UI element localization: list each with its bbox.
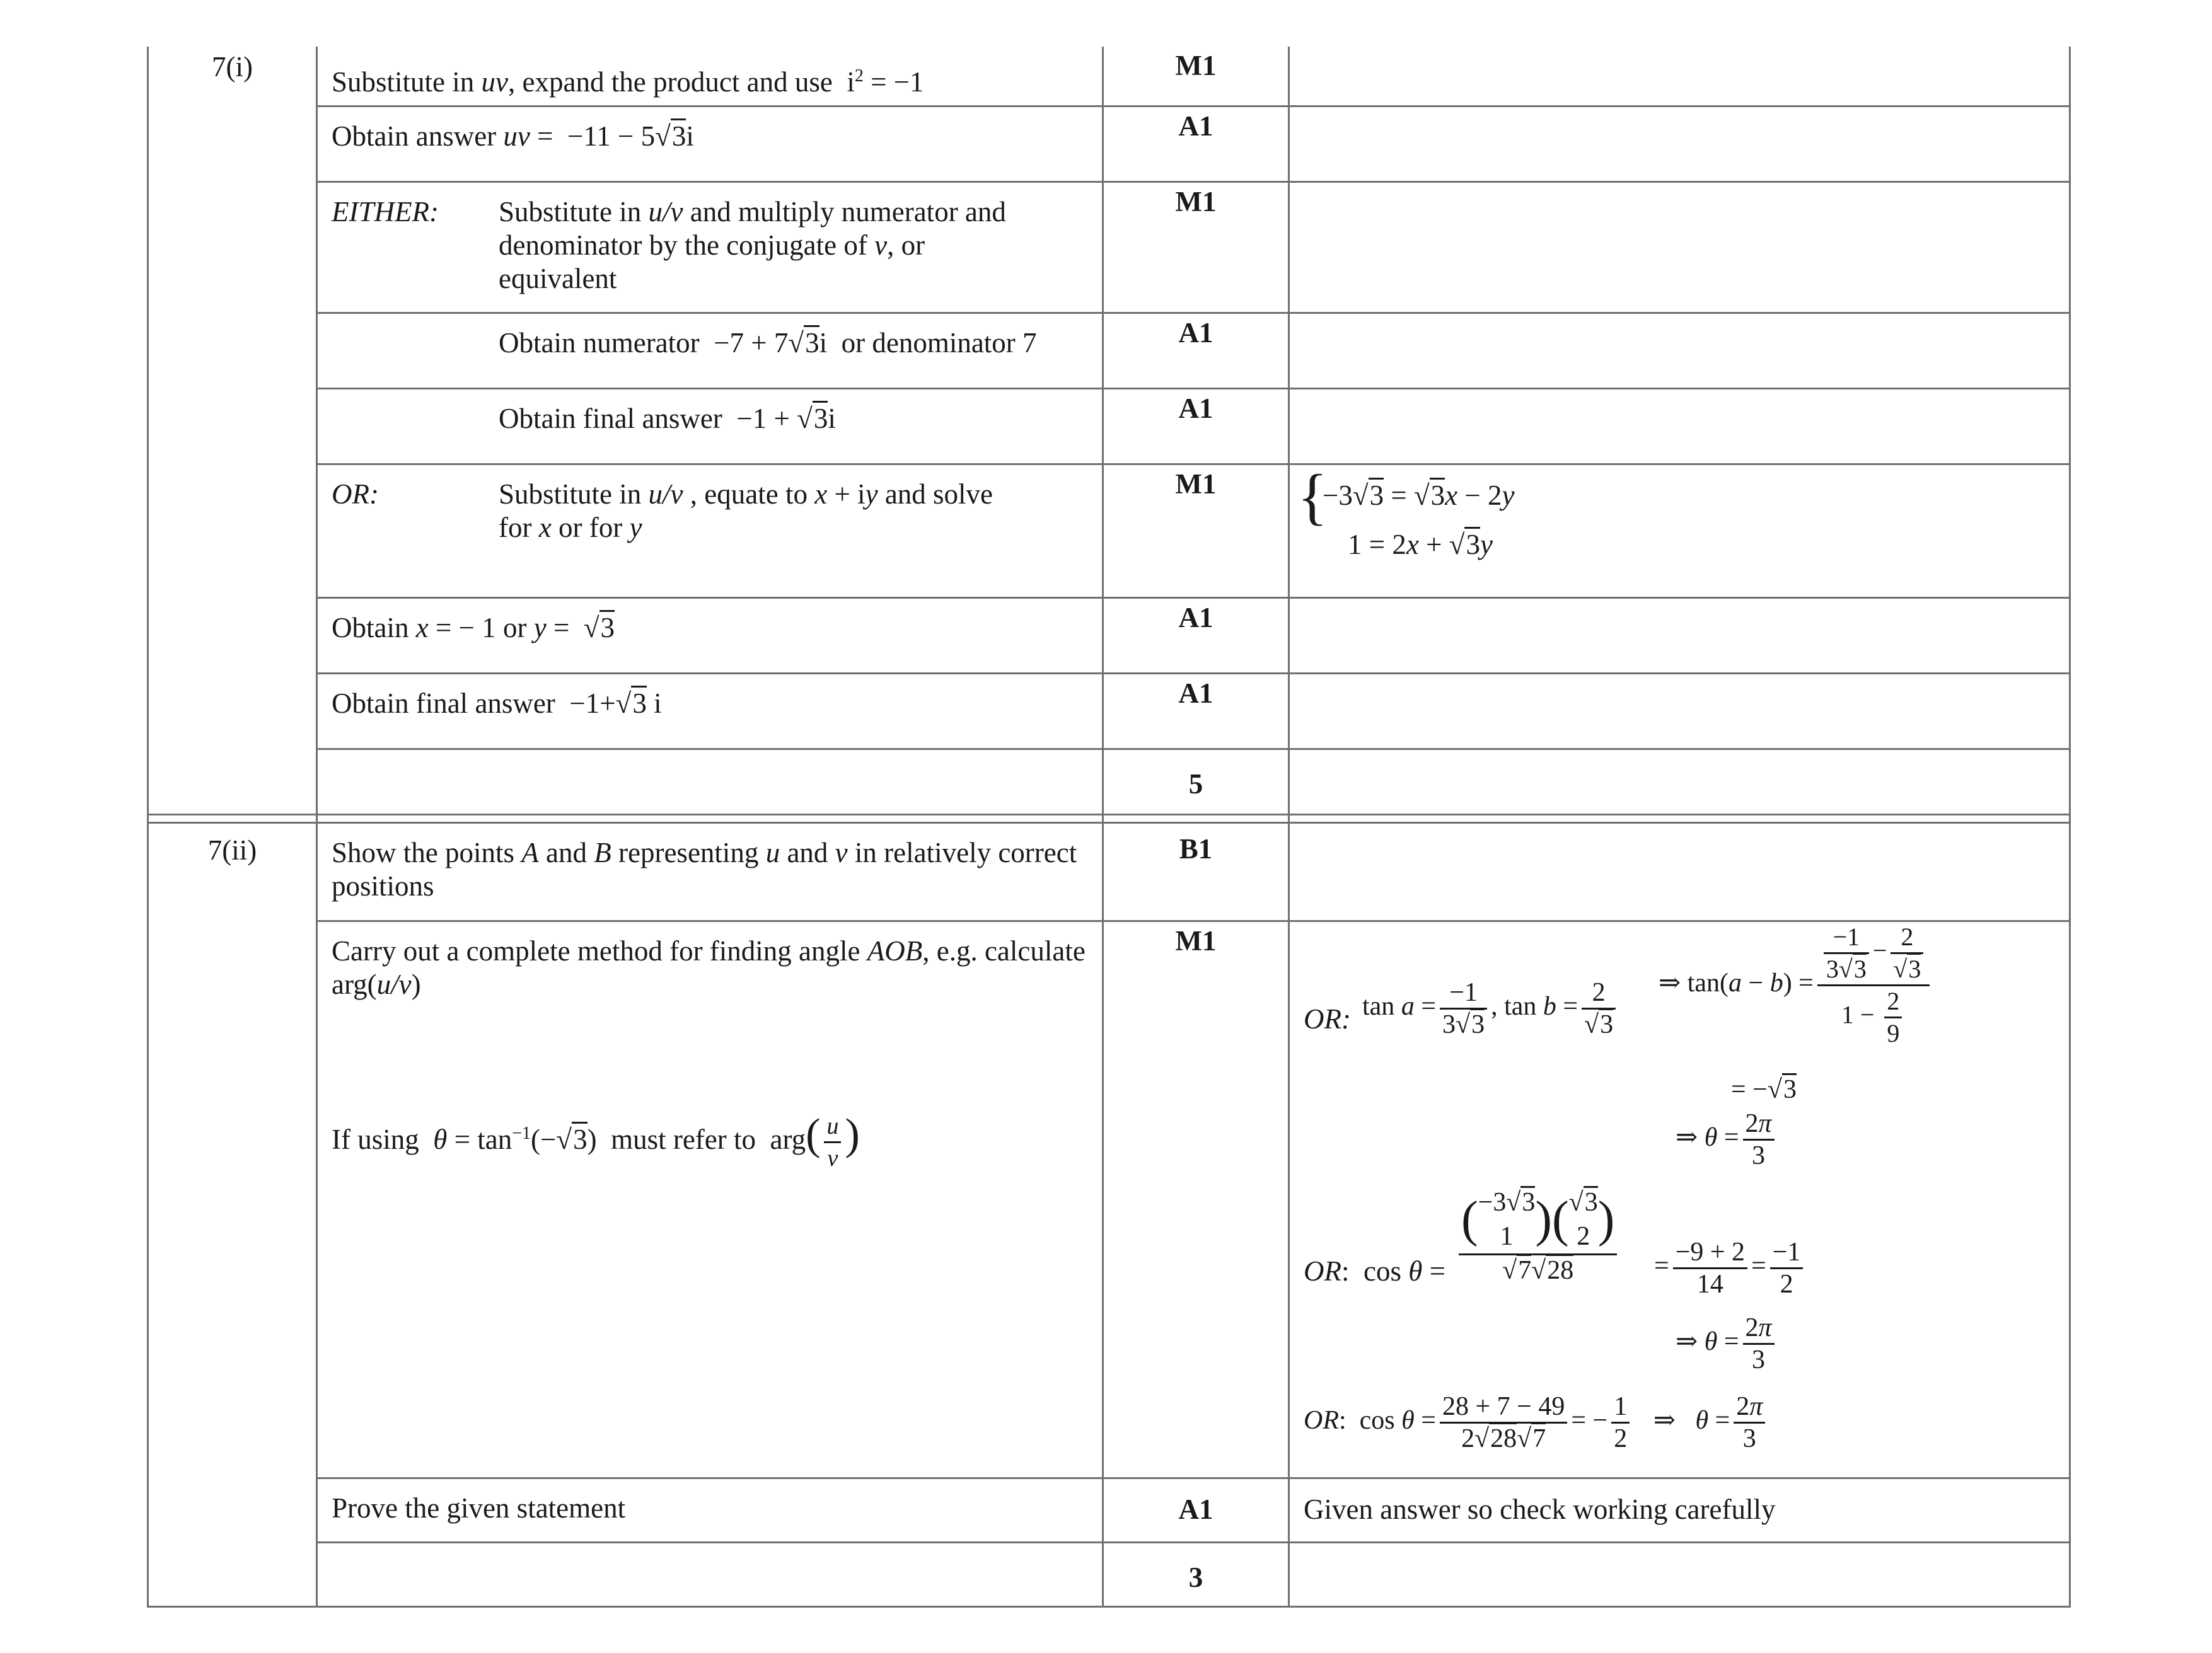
- scheme-step: [317, 1543, 1103, 1607]
- scheme-step: Prove the given statement: [317, 1478, 1103, 1543]
- mark-scheme-table: [147, 47, 2071, 1608]
- guidance-cell: [1289, 313, 2070, 389]
- guidance-cell: [1289, 598, 2070, 674]
- tan-inverse-note: If using $\theta = \tan^{-1}(-√3)$ must refer to arg( $\frac{u}{v}$ ): [332, 1110, 860, 1172]
- neg-root3-result: = −√3: [1731, 1073, 1797, 1107]
- mark: A1: [1103, 389, 1289, 464]
- scheme-step: Carry out a complete method for finding angle AOB, e.g. calculate arg(u/v) If using $\theta = \tan^{-1}(-√3)$ must refer to arg( $\frac{u}{v}$ ): [317, 921, 1103, 1478]
- scheme-step: Obtain final answer −1+√3 i: [317, 674, 1103, 749]
- guidance-cell: [1289, 823, 2070, 921]
- guidance-cell: { −3√3 = √3x − 2y 1 = 2x + √3y: [1289, 464, 2070, 598]
- guidance-cell: [1289, 389, 2070, 464]
- guidance-cell: [1289, 107, 2070, 182]
- total-mark: 5: [1103, 749, 1289, 815]
- mark: M1: [1103, 921, 1289, 1478]
- mark: A1: [1103, 107, 1289, 182]
- tan-working: tan a = $\frac{-1}{3√3}$ , tan b = $\frac{2}{√3}$: [1362, 977, 1619, 1040]
- scheme-step: Obtain answer uv = −11 − 5√3i: [317, 107, 1103, 182]
- scheme-step: Substitute in uv, expand the product and use $i^2 = -1$: [317, 47, 1103, 107]
- guidance-cell: [1289, 47, 2070, 107]
- scheme-step: OR: Substitute in u/v , equate to x + iy and solve for x or for y: [317, 464, 1103, 598]
- scheme-step: Obtain x = − 1 or y = √3: [317, 598, 1103, 674]
- mark: M1: [1103, 47, 1289, 107]
- cosine-rule-working: OR: cos θ = $\frac{28 + 7 - 49}{2√28√7}$ = − $\frac{1}{2}$ ⇒ θ = $\frac{2\pi}{3}$: [1304, 1391, 1769, 1454]
- theta-result-2: ⇒ θ = $\frac{2\pi}{3}$: [1676, 1313, 1778, 1375]
- mark: A1: [1103, 598, 1289, 674]
- mark: B1: [1103, 823, 1289, 921]
- total-mark: 3: [1103, 1543, 1289, 1607]
- question-number: 7(i): [148, 47, 317, 815]
- simultaneous-eq-2: 1 = 2x + √3y: [1348, 528, 1493, 562]
- scheme-step: Obtain final answer −1 + √3i: [317, 389, 1103, 464]
- or-label-2: OR: cos θ =: [1304, 1255, 1445, 1287]
- guidance-note: Given answer so check working carefully: [1289, 1478, 2070, 1543]
- mark: M1: [1103, 464, 1289, 598]
- mark: A1: [1103, 313, 1289, 389]
- guidance-cell: [1289, 182, 2070, 313]
- simultaneous-eq-1: −3√3 = √3x − 2y: [1323, 479, 1515, 512]
- scheme-step: [317, 749, 1103, 815]
- guidance-cell: [1289, 749, 2070, 815]
- either-label: EITHER:: [332, 196, 439, 228]
- cos-simplified: = $\frac{-9 + 2}{14}$ = $\frac{-1}{2}$: [1654, 1237, 1807, 1299]
- guidance-cell: [1289, 1543, 2070, 1607]
- guidance-cell: [1289, 674, 2070, 749]
- mark: A1: [1103, 674, 1289, 749]
- tan-difference: ⇒ tan(a − b) = $\frac{-1}{3√3}$ − $\frac{2}{√3}$ 1 − $\frac{2}{9}$: [1659, 922, 1933, 1049]
- scheme-step: EITHER: Substitute in u/v and multiply numerator and denominator by the conjugate of v, or equivalent: [317, 182, 1103, 313]
- dot-product-fraction: ( −3√3 1 )( √3 2 ) √7√28: [1455, 1185, 1621, 1286]
- question-number: 7(ii): [148, 823, 317, 1607]
- working-cell: [1289, 921, 2070, 1478]
- or-label: OR:: [332, 478, 379, 510]
- theta-result-1: ⇒ θ = $\frac{2\pi}{3}$: [1676, 1109, 1778, 1171]
- mark: M1: [1103, 182, 1289, 313]
- or-label: OR:: [1304, 1003, 1351, 1035]
- scheme-step: Obtain numerator −7 + 7√3i or denominator 7: [317, 313, 1103, 389]
- mark: A1: [1103, 1478, 1289, 1543]
- scheme-step: Show the points A and B representing u and v in relatively correct positions: [317, 823, 1103, 921]
